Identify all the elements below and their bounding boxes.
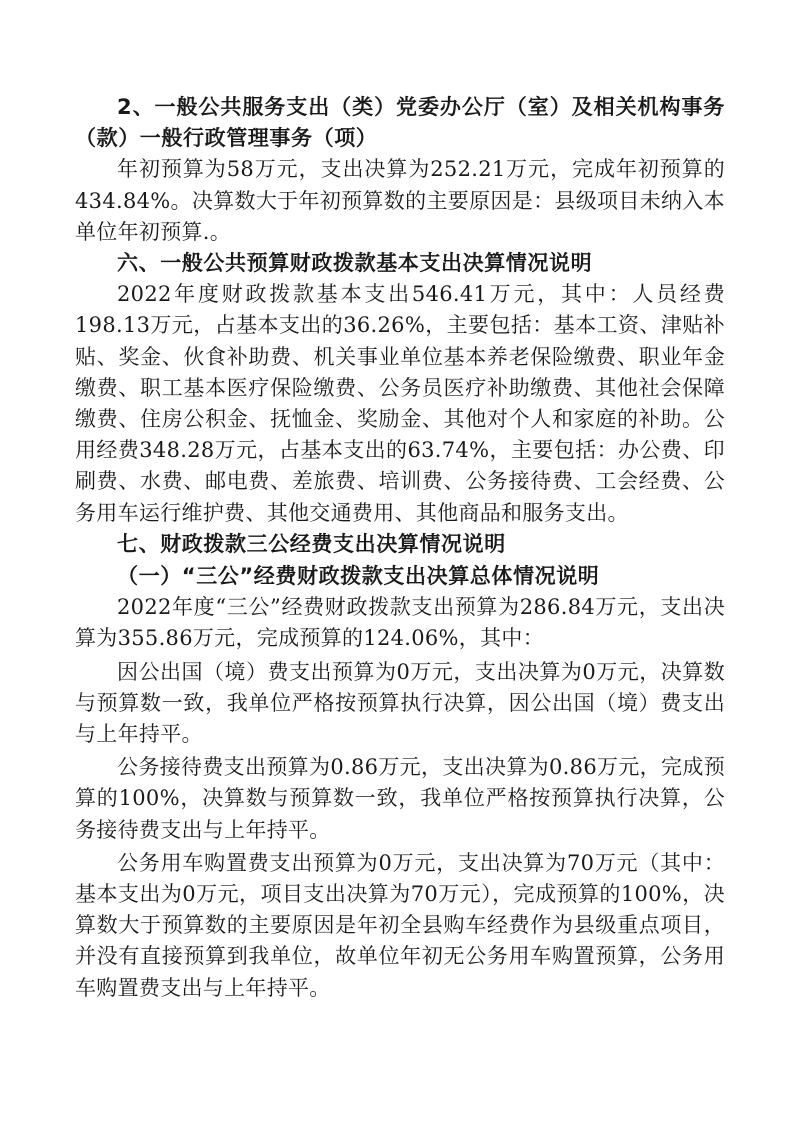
body-paragraph: 年初预算为58万元，支出决算为252.21万元，完成年初预算的434.84%。决算数大于年初预算数的主要原因是：县级项目未纳入本单位年初预算.。 [75,157,725,244]
section-heading-7: 七、财政拨款三公经费支出决算情况说明 [117,531,506,556]
body-paragraph: 公务接待费支出预算为0.86万元，支出决算为0.86万元，完成预算的100%，决算数与预算数一致，我单位严格按预算执行决算，公务接待费支出与上年持平。 [75,755,725,842]
body-paragraph: 2022年度“三公”经费财政拨款支出预算为286.84万元，支出决算为355.86万元，完成预算的124.06%，其中： [75,595,725,651]
document-body [75,92,725,1004]
section-heading-6: 六、一般公共预算财政拨款基本支出决算情况说明 [117,251,593,276]
body-paragraph: 2022年度财政拨款基本支出546.41万元，其中：人员经费198.13万元，占基本支出的36.26%，主要包括：基本工资、津贴补贴、奖金、伙食补助费、机关事业单位基本养老保险缴费、职业年金缴费、职工基本医疗保险缴费、公务员医疗补助缴费、其他社会保障缴费、住房公积金、抚恤金、奖励金、其他对个人和家庭的补助。公用经费348.28万元，占基本支出的63.74%，主要包括：办公费、印刷费、水费、邮电费、差旅费、培训费、公务接待费、工会经费、公务用车运行维护费、其他交通费用、其他商品和服务支出。 [75,282,725,525]
section-heading-item-2: 2、一般公共服务支出（类）党委办公厅（室）及相关机构事务（款）一般行政管理事务（项） [75,95,725,151]
body-paragraph: 因公出国（境）费支出预算为0万元，支出决算为0万元，决算数与预算数一致，我单位严格按预算执行决算，因公出国（境）费支出与上年持平。 [75,659,725,747]
body-paragraph: 公务用车购置费支出预算为0万元，支出决算为70万元（其中：基本支出为0万元，项目支出决算为70万元），完成预算的100%，决算数大于预算数的主要原因是年初全县购车经费作为县级重点项目，并没有直接预算到我单位，故单位年初无公务用车购置预算，公务用车购置费支出与上年持平。 [75,850,725,1000]
subsection-heading-1: （一）“三公”经费财政拨款支出决算总体情况说明 [117,564,600,589]
